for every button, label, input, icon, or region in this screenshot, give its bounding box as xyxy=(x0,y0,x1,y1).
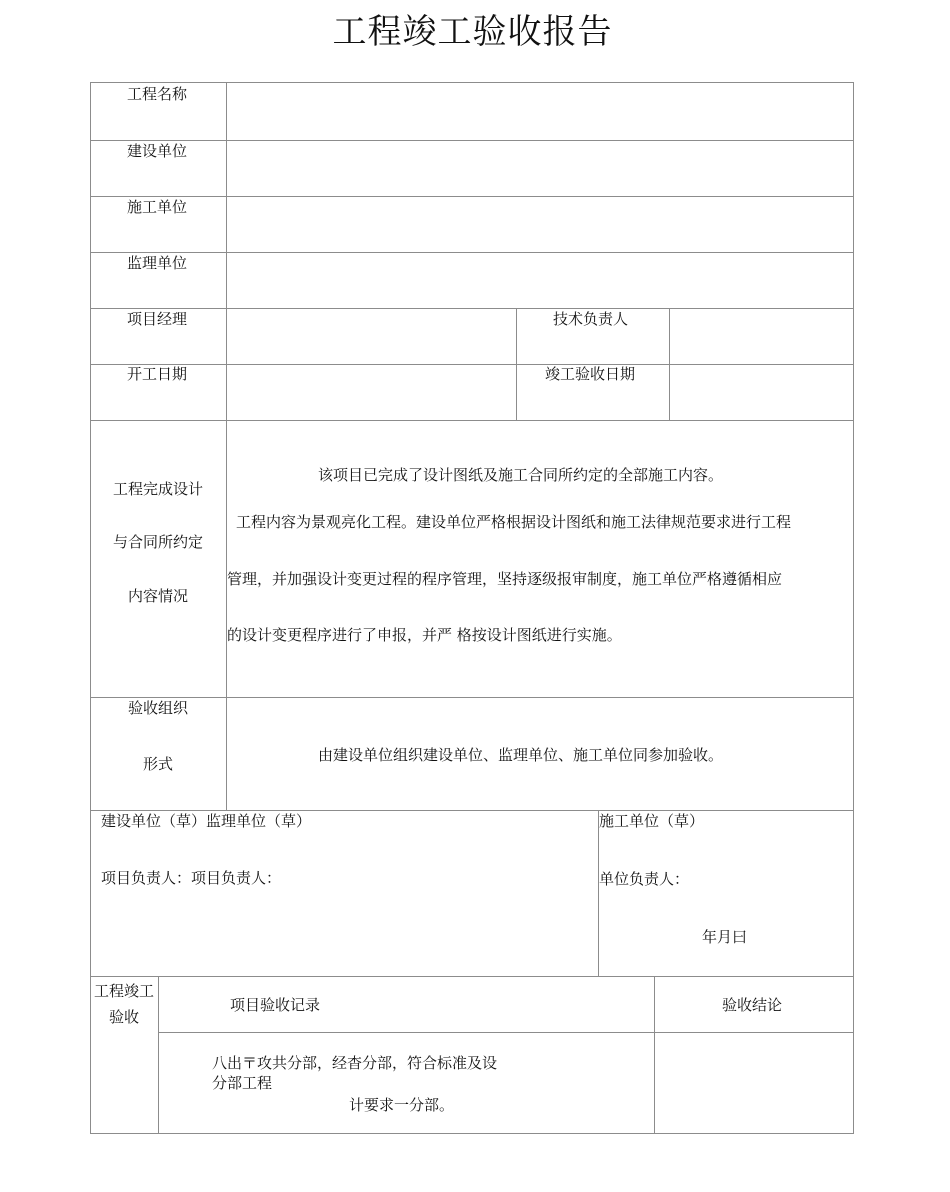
record-line: 八出〒攻共分部，经杳分部，符合标准及设 xyxy=(212,1054,498,1072)
row-divider xyxy=(90,810,854,811)
completion-content-line: 管理，并加强设计变更过程的程序管理，坚持逐级报审制度，施工单位严格遵循相应 xyxy=(227,570,783,588)
acceptance-org-label-line: 验收组织 xyxy=(127,699,188,717)
column-divider xyxy=(669,308,670,420)
builder-unit-label: 建设单位 xyxy=(127,142,188,160)
table-border-bottom xyxy=(90,1133,854,1134)
constructor-unit-label: 施工单位 xyxy=(127,198,188,216)
sign-constructor-label: 施工单位（草） xyxy=(599,812,705,830)
sign-responsible-label: 项目负责人：项目负责人： xyxy=(101,869,282,887)
project-manager-label: 项目经理 xyxy=(127,310,188,328)
column-divider xyxy=(516,308,517,420)
row-divider xyxy=(158,1032,854,1033)
final-acceptance-label-line: 验收 xyxy=(108,1008,139,1026)
sign-units-label: 建设单位（草）监理单位（草） xyxy=(101,812,312,830)
completion-content-line: 工程内容为景观亮化工程。建设单位严格根据设计图纸和施工法律规范要求进行工程 xyxy=(236,513,792,531)
row-divider xyxy=(90,976,854,977)
table-border-top xyxy=(90,82,854,83)
acceptance-org-label-line: 形式 xyxy=(142,755,173,773)
project-name-label: 工程名称 xyxy=(127,85,188,103)
column-divider xyxy=(598,810,599,976)
completion-label-line: 与合同所约定 xyxy=(112,533,203,551)
tech-lead-label: 技术负责人 xyxy=(553,310,629,328)
row-divider xyxy=(90,697,854,698)
row-divider xyxy=(90,308,854,309)
final-acceptance-label-line: 工程竣工 xyxy=(93,982,154,1000)
row-divider xyxy=(90,196,854,197)
table-border-right xyxy=(853,82,854,1134)
page-title: 工程竣工验收报告 xyxy=(332,12,613,52)
table-border-left xyxy=(90,82,91,1134)
column-divider xyxy=(654,976,655,1134)
column-divider xyxy=(158,976,159,1134)
start-date-label: 开工日期 xyxy=(127,365,188,383)
acceptance-org-content: 由建设单位组织建设单位、监理单位、施工单位同参加验收。 xyxy=(318,746,724,764)
row-divider xyxy=(90,252,854,253)
completion-content-line: 该项目已完成了设计图纸及施工合同所约定的全部施工内容。 xyxy=(318,466,724,484)
conclusion-header: 验收结论 xyxy=(722,996,783,1014)
row-divider xyxy=(90,420,854,421)
sign-unit-head-label: 单位负责人： xyxy=(599,870,690,888)
completion-label-line: 工程完成设计 xyxy=(112,480,203,498)
completion-date-label: 竣工验收日期 xyxy=(545,365,636,383)
row-divider xyxy=(90,140,854,141)
supervisor-unit-label: 监理单位 xyxy=(127,254,188,272)
sign-date-label: 年月曰 xyxy=(702,928,748,946)
record-line: 分部工程 xyxy=(212,1074,273,1092)
row-divider xyxy=(90,364,854,365)
record-header: 项目验收记录 xyxy=(230,996,321,1014)
acceptance-form-table xyxy=(90,82,854,1134)
completion-content-line: 的设计变更程序进行了申报，并严 格按设计图纸进行实施。 xyxy=(227,626,622,644)
completion-label-line: 内容情况 xyxy=(127,587,188,605)
column-divider xyxy=(226,82,227,810)
record-line: 计要求一分部。 xyxy=(349,1096,455,1114)
